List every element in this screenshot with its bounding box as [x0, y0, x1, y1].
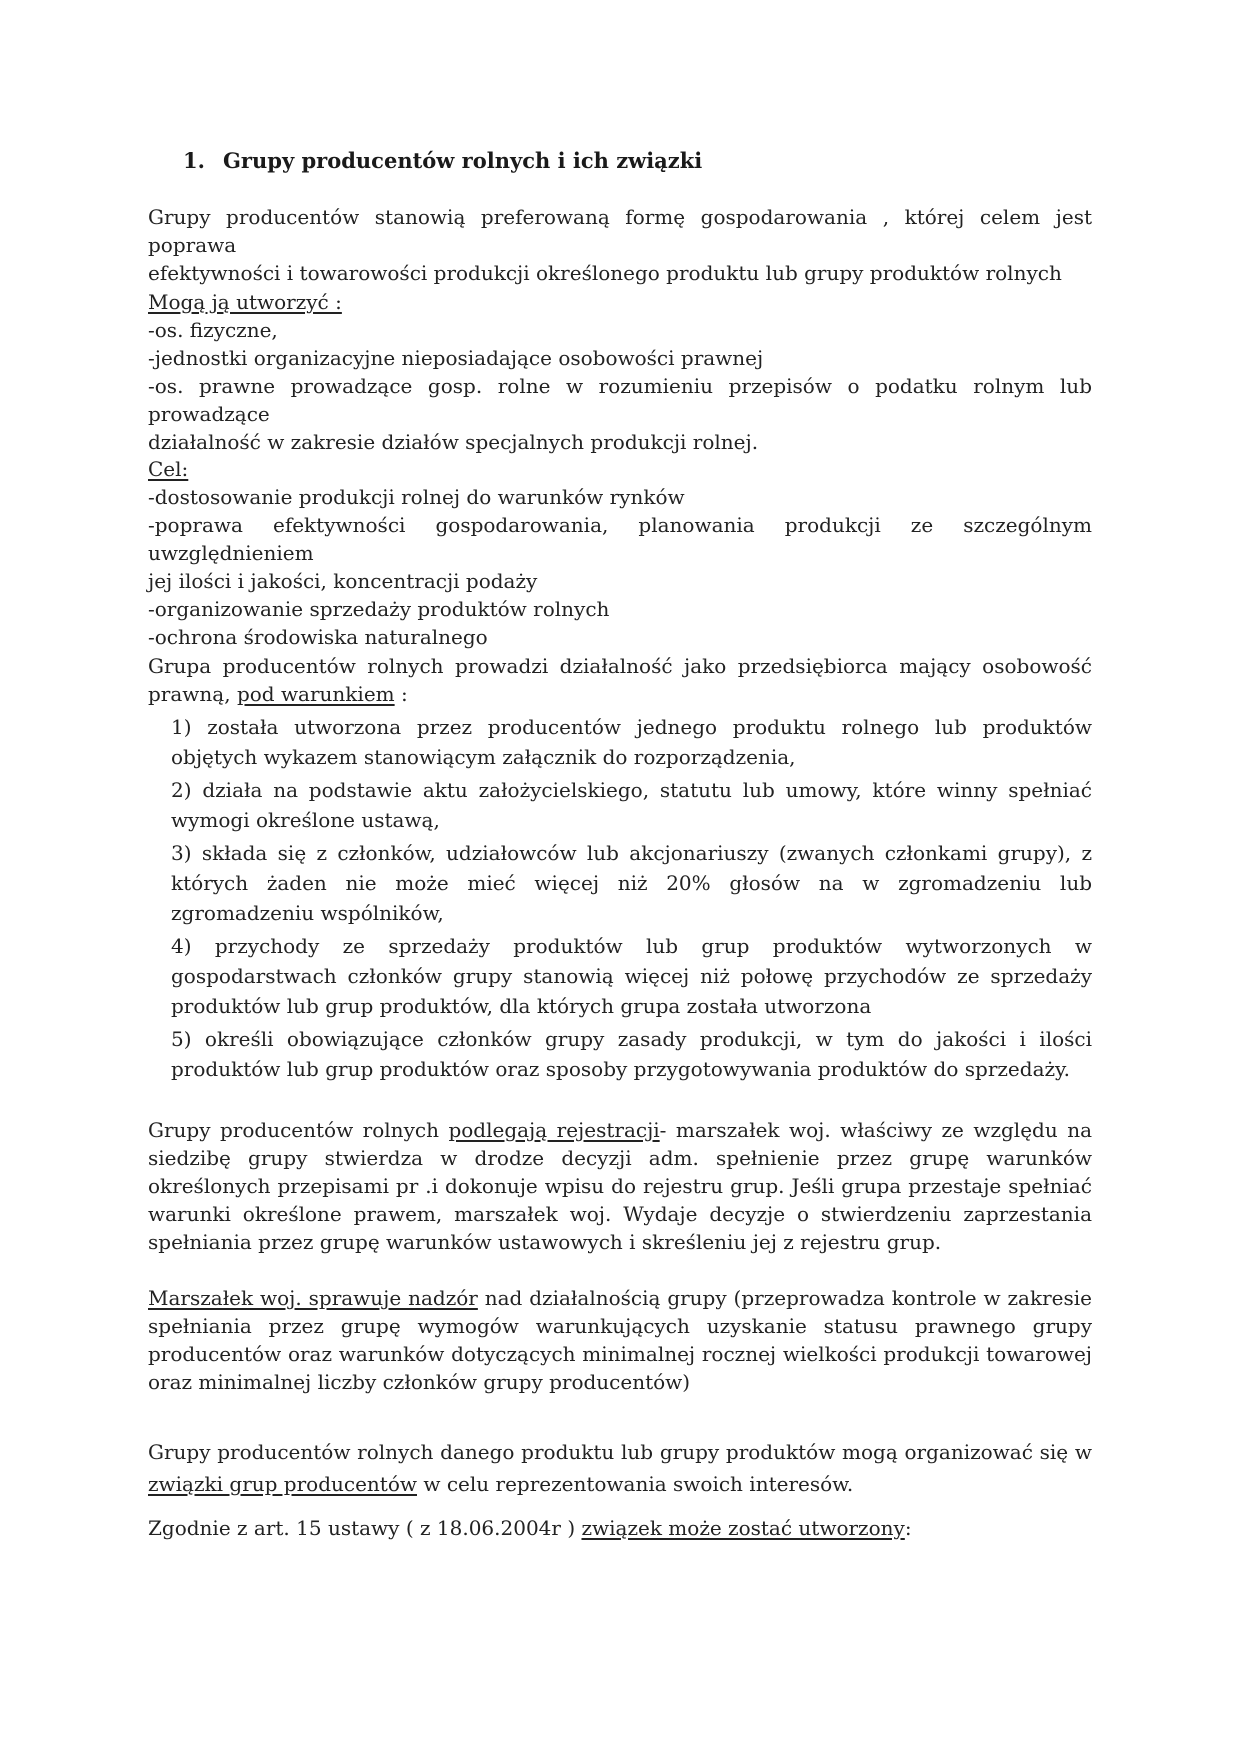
conditions-lead-text: : [394, 682, 408, 706]
founders-section [148, 288, 1092, 456]
condition-item: 3) składa się z członków, udziałowców lub akcjonariuszy (zwanych członkami grupy), z których żaden nie może mieć więcej niż 20% głosów na w zgromadzeniu lub zgromadzeniu wspólników, [171, 841, 1092, 925]
condition-item: 4) przychody ze sprzedaży produktów lub grup produktów wytworzonych w gospodarstwach członków grupy stanowią więcej niż połowę przychodów ze sprzedaży produktów lub grup produktów, dla których grupa została utworzona [171, 934, 1092, 1018]
article-link-text: związek może zostać utworzony [581, 1516, 905, 1540]
article-text: Zgodnie z art. 15 ustawy ( z 18.06.2004r ) [148, 1516, 582, 1540]
article-line [148, 1514, 1092, 1542]
goals-section [148, 455, 1092, 651]
supervision-link-text: Marszałek woj. sprawuje nadzór [148, 1286, 478, 1310]
goals-item: -poprawa efektywności gospodarowania, planowania produkcji ze szczególnym uwzględnieniem [148, 513, 1092, 565]
unions-line [148, 1468, 1092, 1500]
conditions-lead-text: prawną, [148, 682, 231, 706]
article-paragraph [148, 1514, 1092, 1542]
conditions-lead-line: Grupa producentów rolnych prowadzi działalność jako przedsiębiorca mający osobowość [148, 654, 1092, 678]
registration-text: - marszałek woj. właściwy ze względu na siedzibę grupy stwierdza w drodze decyzji adm. spełnienie przez grupę warunków określonych przepisami pr .i dokonuje wpisu do rejestru grup. Jeśli grupa przestaje spełniać warunki określone prawem, marszałek woj. Wydaje decyzje o stwierdzeniu zaprzestania spełniania przez grupę warunków ustawowych i skreśleniu jej z rejestru grup. [148, 1118, 1093, 1254]
supervision-text: nad działalnością grupy (przeprowadza kontrole w zakresie spełniania przez grupę wymogów warunkujących uzyskanie statusu prawnego grupy producentów oraz warunków dotyczących minimalnej rocznej wielkości produkcji towarowej oraz minimalnej liczby członków grupy producentów) [148, 1286, 1092, 1394]
founders-item: działalność w zakresie działów specjalnych produkcji rolnej. [148, 430, 759, 454]
intro-line: efektywności i towarowości produkcji określonego produktu lub grupy produktów rolnych [148, 261, 1062, 285]
condition-item: 5) określi obowiązujące członków grupy zasady produkcji, w tym do jakości i ilości produktów lub grup produktów oraz sposoby przygotowywania produktów do sprzedaży. [171, 1027, 1092, 1081]
conditions-intro [148, 652, 1092, 708]
article-text: : [904, 1516, 912, 1540]
founders-label: Mogą ją utworzyć : [148, 290, 342, 314]
founders-item: -jednostki organizacyjne nieposiadające osobowości prawnej [148, 346, 764, 370]
unions-paragraph [148, 1436, 1092, 1500]
condition-item: 1) została utworzona przez producentów jednego produktu rolnego lub produktów objętych wykazem stanowiącym załącznik do rozporządzenia, [171, 715, 1092, 769]
conditions-list [171, 712, 1092, 1087]
registration-link-text: podlegają rejestracji [448, 1118, 660, 1142]
goals-item: -organizowanie sprzedaży produktów rolnych [148, 597, 610, 621]
section-number: 1. [183, 148, 205, 173]
goals-item: -dostosowanie produkcji rolnej do warunków rynków [148, 485, 685, 509]
goals-item: -ochrona środowiska naturalnego [148, 625, 488, 649]
supervision-paragraph [148, 1284, 1092, 1396]
goals-label: Cel: [148, 457, 189, 481]
unions-line: Grupy producentów rolnych danego produktu lub grupy produktów mogą organizować się w [148, 1440, 1092, 1464]
condition-item: 2) działa na podstawie aktu założycielskiego, statutu lub umowy, które winny spełniać wymogi określone ustawą, [171, 778, 1092, 832]
conditions-link-text: pod warunkiem [236, 682, 395, 706]
intro-paragraph [148, 203, 1092, 287]
unions-link-text: związki grup producentów [148, 1472, 417, 1496]
unions-text: w celu reprezentowania swoich interesów. [417, 1472, 854, 1496]
registration-paragraph [148, 1116, 1092, 1256]
founders-item: -os. fizyczne, [148, 318, 278, 342]
founders-item: -os. prawne prowadzące gosp. rolne w rozumieniu przepisów o podatku rolnym lub prowadzące [148, 374, 1092, 426]
goals-item: jej ilości i jakości, koncentracji podaży [148, 569, 538, 593]
section-heading [183, 146, 702, 176]
conditions-lead-line [148, 680, 1092, 708]
section-title: Grupy producentów rolnych i ich związki [223, 148, 703, 173]
intro-line: Grupy producentów stanowią preferowaną formę gospodarowania , której celem jest poprawa [148, 205, 1092, 257]
registration-text: Grupy producentów rolnych [148, 1118, 449, 1142]
